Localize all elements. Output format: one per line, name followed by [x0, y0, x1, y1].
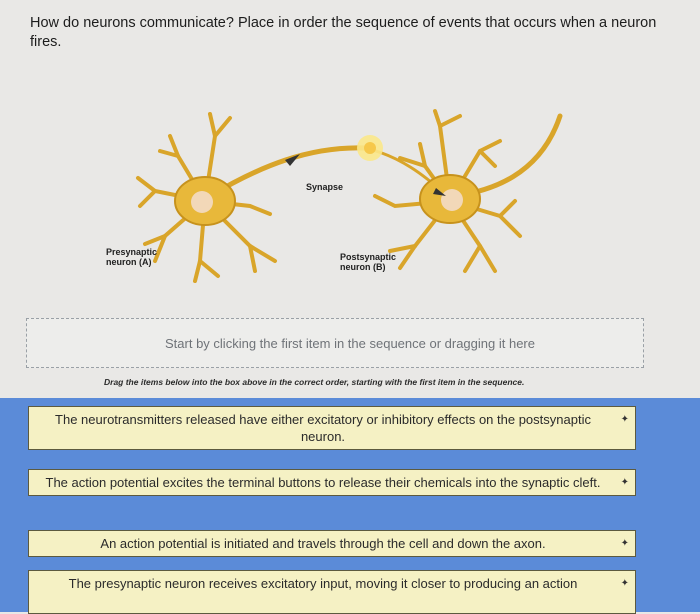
drag-handle-icon[interactable]: ✦: [620, 578, 629, 589]
drag-handle-icon[interactable]: ✦: [620, 414, 629, 425]
drag-handle-icon[interactable]: ✦: [620, 477, 629, 488]
presynaptic-label-line2: neuron (A): [106, 257, 152, 267]
item-text: An action potential is initiated and travels through the cell and down the axon.: [100, 536, 546, 551]
sequence-item-presynaptic-input[interactable]: [28, 570, 636, 614]
item-text: The neurotransmitters released have either excitatory or inhibitory effects on the postsynaptic neuron.: [55, 412, 591, 444]
postsynaptic-label: [340, 252, 396, 272]
postsynaptic-label-line2: neuron (B): [340, 262, 386, 272]
drag-instruction: Drag the items below into the box above in the correct order, starting with the first item in the sequence.: [104, 377, 525, 387]
dropzone-placeholder: Start by clicking the first item in the sequence or dragging it here: [165, 335, 535, 351]
synapse-label: Synapse: [306, 182, 344, 192]
item-text: The presynaptic neuron receives excitatory input, moving it closer to producing an action: [68, 576, 578, 591]
sequence-dropzone[interactable]: [26, 318, 644, 368]
neuron-diagram: [100, 96, 580, 296]
sequence-item-neurotransmitters[interactable]: [28, 406, 636, 450]
presynaptic-label-line1: Presynaptic: [106, 247, 158, 257]
answer-items-panel: [0, 398, 700, 612]
sequence-item-action-potential[interactable]: [28, 530, 636, 557]
postsynaptic-label-line1: Postsynaptic: [340, 252, 397, 262]
item-text: The action potential excites the terminal buttons to release their chemicals into the synaptic cleft.: [45, 475, 601, 490]
presynaptic-label: [106, 247, 157, 267]
sequence-item-terminal-buttons[interactable]: [28, 469, 636, 496]
question-text: How do neurons communicate? Place in order the sequence of events that occurs when a neuron fires.: [30, 15, 657, 50]
drag-handle-icon[interactable]: ✦: [620, 538, 629, 549]
